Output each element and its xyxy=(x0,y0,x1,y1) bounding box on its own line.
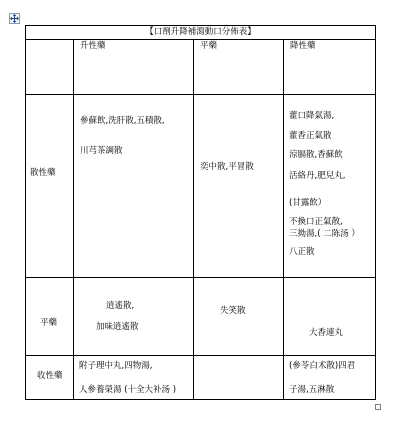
formula-text: 活絡丹,肥兒丸, xyxy=(289,171,346,181)
cell-shou-flat[interactable] xyxy=(194,356,284,400)
row-header-shou[interactable] xyxy=(26,356,74,400)
formula-text: 逍遙散, xyxy=(106,301,135,311)
row-header-label: 平藥 xyxy=(40,318,58,328)
move-arrows-icon xyxy=(10,14,19,23)
cell-shou-down[interactable] xyxy=(284,356,376,400)
table-resize-handle[interactable] xyxy=(375,404,381,410)
formula-text: 加味逍遙散 xyxy=(96,322,139,332)
formula-text: 參蘇飲,洗肝散,五積散, xyxy=(80,116,165,126)
cell-san-flat[interactable] xyxy=(194,95,284,278)
row-header-ping[interactable] xyxy=(26,278,74,356)
formula-text: 附子理中丸,四物湯, xyxy=(79,361,153,371)
formula-text: 奕中散,平冒散 xyxy=(200,162,254,172)
formula-text: 藿口降氣湯, xyxy=(289,111,335,121)
formula-text: 子湯,五淋散 xyxy=(289,385,335,395)
cell-san-up[interactable] xyxy=(74,95,194,278)
cell-shou-up[interactable] xyxy=(74,356,194,400)
column-header-flat[interactable] xyxy=(194,40,284,95)
column-header-label: 升性藥 xyxy=(80,41,106,51)
formula-text: 八正散 xyxy=(289,247,315,257)
formula-text: 涼膈散,香蘇飲 xyxy=(289,150,343,160)
corner-cell[interactable] xyxy=(26,40,74,95)
cell-ping-down[interactable] xyxy=(284,278,376,356)
column-header-up[interactable] xyxy=(74,40,194,95)
formula-text: 失笑散 xyxy=(220,306,246,316)
formula-text: 大香連丸 xyxy=(309,328,344,338)
cell-ping-up[interactable] xyxy=(74,278,194,356)
formula-text: 三拗湯,( 二陈汤 ） xyxy=(289,229,360,239)
distribution-table xyxy=(25,25,376,400)
column-header-label: 降性藥 xyxy=(290,41,316,51)
table-move-handle[interactable] xyxy=(9,13,20,24)
formula-text: (甘露飲） xyxy=(289,198,327,208)
cell-san-down[interactable] xyxy=(284,95,376,278)
formula-text: 不換口正氣散, xyxy=(289,217,343,227)
column-header-down[interactable] xyxy=(284,40,376,95)
column-header-label: 平藥 xyxy=(200,41,218,51)
row-header-label: 散性藥 xyxy=(30,168,56,178)
row-header-label: 收性藥 xyxy=(37,371,63,381)
cell-ping-flat[interactable] xyxy=(194,278,284,356)
table-title: 【口劑升降補瀉動口分佈表】 xyxy=(145,27,256,37)
formula-text: (參苓白术散)四君 xyxy=(289,361,356,371)
row-header-san[interactable] xyxy=(26,95,74,278)
formula-text: 藿香正氣散 xyxy=(289,131,332,141)
formula-text: 人參養榮湯 (十全大补汤 ) xyxy=(79,385,177,395)
formula-text: 川芎茶調散 xyxy=(80,146,123,156)
table-title-cell[interactable] xyxy=(26,26,376,40)
